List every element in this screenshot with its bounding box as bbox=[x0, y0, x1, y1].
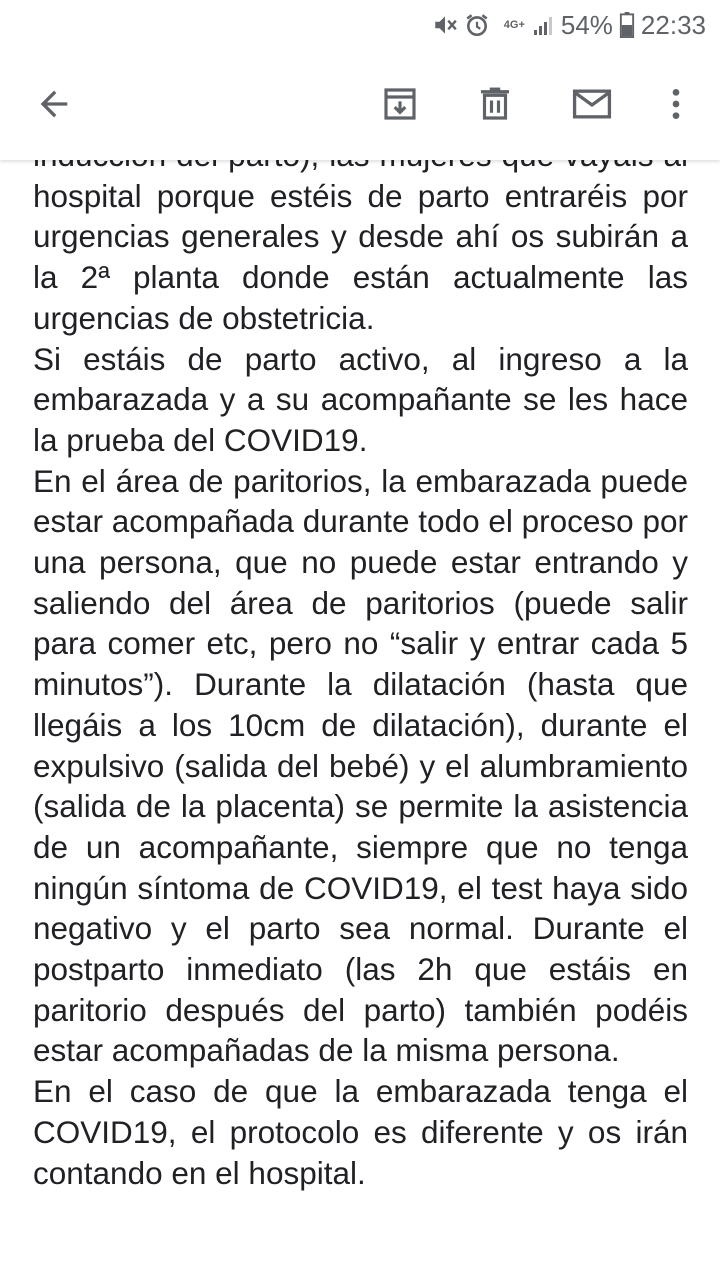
email-paragraph: En el área de paritorios, la embarazada puede estar acompañada durante todo el proceso por una persona, que no puede estar entrando y saliendo del área de paritorios (puede salir para comer etc, pero no “salir y entrar cada 5 minutos”). Durante la dilatación (hasta que llegáis a los 10cm de dilatación), durante el expulsivo (salida del bebé) y el alumbramiento (salida de la placenta) se permite la asistencia de un acompañante, siempre que no tenga ningún síntoma de COVID19, el test haya sido negativo y el parto sea normal. Durante el postparto inmediato (las 2h que estáis en paritorio después del parto) también podéis estar acompañadas de la misma persona. bbox=[33, 462, 688, 1069]
more-vert-icon[interactable] bbox=[648, 76, 704, 132]
network-type-label: 4G+ bbox=[503, 19, 525, 31]
email-body bbox=[33, 135, 688, 1193]
app-toolbar bbox=[0, 50, 720, 160]
email-paragraph: hospital porque estéis de parto entraréis por urgencias generales y desde ahí os subirán a la 2ª planta donde están actualmente las urgencias de obstetricia. bbox=[33, 177, 688, 336]
battery-percent: 54% bbox=[560, 9, 613, 40]
signal-icon bbox=[531, 13, 555, 37]
status-bar bbox=[0, 0, 720, 50]
alarm-icon bbox=[464, 12, 490, 38]
battery-icon bbox=[619, 12, 635, 38]
archive-icon[interactable] bbox=[372, 76, 428, 132]
back-arrow-icon[interactable] bbox=[26, 76, 82, 132]
email-paragraph: Si estáis de parto activo, al ingreso a la embarazada y a su acompañante se les hace la prueba del COVID19. bbox=[33, 340, 688, 458]
delete-icon[interactable] bbox=[467, 76, 523, 132]
mark-unread-icon[interactable] bbox=[564, 76, 620, 132]
mute-icon bbox=[432, 12, 458, 38]
clock-time: 22:33 bbox=[640, 9, 706, 40]
email-paragraph: En el caso de que la embarazada tenga el COVID19, el protocolo es diferente y os irán contando en el hospital. bbox=[33, 1073, 688, 1191]
